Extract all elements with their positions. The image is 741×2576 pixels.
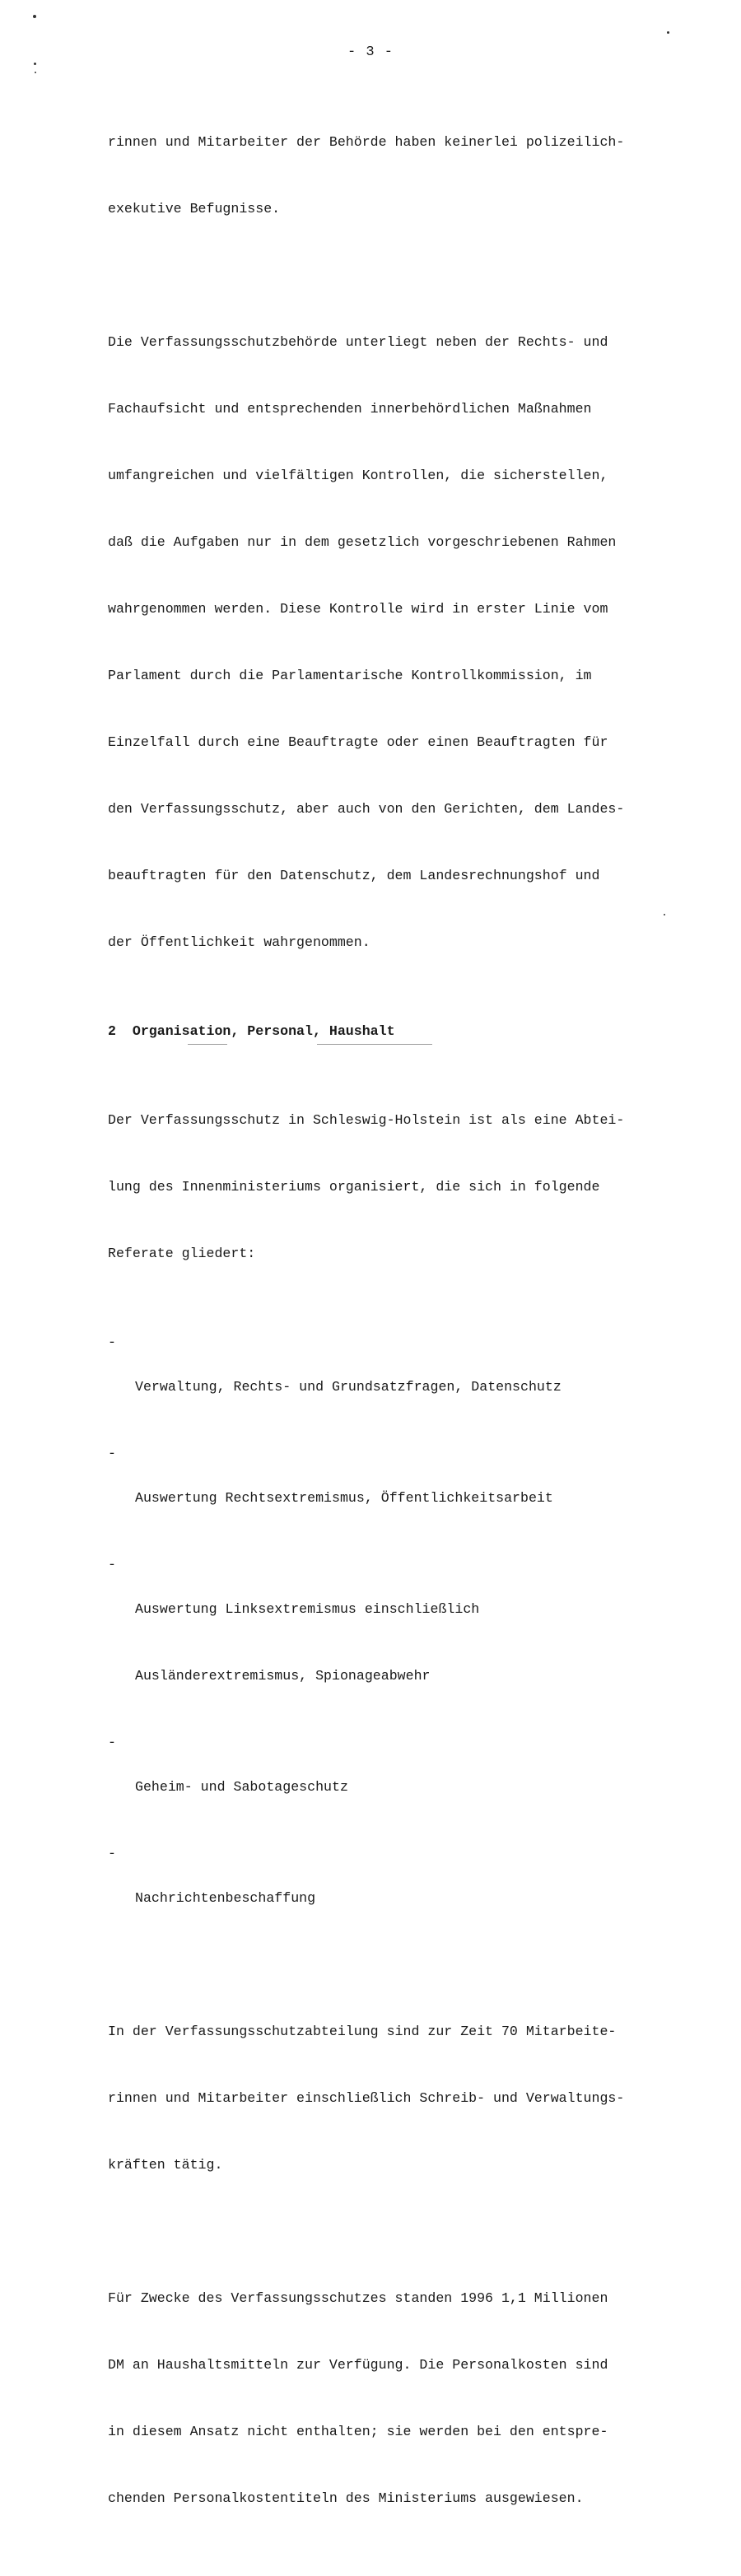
text-line: rinnen und Mitarbeiter der Behörde haben keinerlei polizeilich-	[108, 134, 625, 150]
text-line: kräften tätig.	[108, 2157, 223, 2173]
scan-speck	[667, 31, 669, 34]
text-line: lung des Innenministeriums organisiert, die sich in folgende	[108, 1179, 600, 1195]
text-line: rinnen und Mitarbeiter einschließlich Schreib- und Verwaltungs-	[108, 2090, 625, 2106]
text-line: Fachaufsicht und entsprechenden innerbehördlichen Maßnahmen	[108, 401, 592, 417]
document-body	[108, 86, 701, 2576]
paragraph-organisation	[108, 1064, 701, 1309]
text-line: Der Verfassungsschutz in Schleswig-Holstein ist als eine Abtei-	[108, 1112, 625, 1128]
text-line: Parlament durch die Parlamentarische Kontrollkommission, im	[108, 668, 592, 683]
scan-speck	[33, 15, 36, 18]
paragraph-staff	[108, 1976, 701, 2220]
list-item	[108, 1331, 701, 1442]
text-line: exekutive Befugnisse.	[108, 201, 281, 217]
text-line: daß die Aufgaben nur in dem gesetzlich vorgeschriebenen Rahmen	[108, 534, 617, 550]
list-item-text	[135, 1331, 562, 1442]
scan-speck	[35, 72, 36, 73]
text-line: Referate gliedert:	[108, 1246, 256, 1261]
list-item	[108, 1554, 701, 1731]
list-item-text	[135, 1554, 479, 1731]
paragraph-oversight	[108, 286, 701, 998]
scan-line	[188, 1044, 227, 1045]
text-line: der Öffentlichkeit wahrgenommen.	[108, 934, 370, 950]
text-line: in diesem Ansatz nicht enthalten; sie werden bei den entspre-	[108, 2424, 608, 2439]
paragraph-intro	[108, 86, 701, 264]
scan-speck	[34, 63, 36, 65]
list-item-text	[135, 1842, 315, 1954]
list-marker: -	[108, 1446, 116, 1461]
text-line: umfangreichen und vielfältigen Kontrollen, die sicherstellen,	[108, 468, 608, 483]
text-line: den Verfassungsschutz, aber auch von den Gerichten, dem Landes-	[108, 801, 625, 817]
list-marker: -	[108, 1557, 116, 1572]
text-line: DM an Haushaltsmitteln zur Verfügung. Die Personalkosten sind	[108, 2357, 608, 2373]
text-line: Auswertung Linksextremismus einschließlich	[135, 1601, 480, 1617]
list-item-text	[135, 1442, 553, 1554]
list-item-text	[135, 1731, 348, 1842]
text-line: Nachrichtenbeschaffung	[135, 1890, 316, 1906]
page-number: - 3 -	[347, 44, 394, 60]
list-marker: -	[108, 1846, 116, 1861]
text-line: Ausländerextremismus, Spionageabwehr	[135, 1668, 431, 1684]
text-line: In der Verfassungsschutzabteilung sind zur Zeit 70 Mitarbeite-	[108, 2024, 617, 2039]
text-line: Geheim- und Sabotageschutz	[135, 1779, 348, 1795]
text-line: Für Zwecke des Verfassungsschutzes standen 1996 1,1 Millionen	[108, 2290, 608, 2306]
text-line: Einzelfall durch eine Beauftragte oder einen Beauftragten für	[108, 734, 608, 750]
paragraph-budget	[108, 2243, 701, 2554]
scan-speck	[664, 914, 665, 915]
list-marker: -	[108, 1335, 116, 1350]
list-item	[108, 1731, 701, 1842]
text-line: beauftragten für den Datenschutz, dem Landesrechnungshof und	[108, 868, 600, 883]
list-item	[108, 1442, 701, 1554]
list-marker: -	[108, 1735, 116, 1750]
section-heading: 2 Organisation, Personal, Haushalt	[108, 1023, 395, 1039]
text-line: Verwaltung, Rechts- und Grundsatzfragen, Datenschutz	[135, 1379, 562, 1395]
department-list	[108, 1331, 701, 1954]
list-item	[108, 1842, 701, 1954]
text-line: wahrgenommen werden. Diese Kontrolle wird in erster Linie vom	[108, 601, 608, 617]
scan-line	[317, 1044, 432, 1045]
text-line: Auswertung Rechtsextremismus, Öffentlichkeitsarbeit	[135, 1490, 553, 1506]
text-line: chenden Personalkostentiteln des Ministeriums ausgewiesen.	[108, 2490, 584, 2506]
text-line: Die Verfassungsschutzbehörde unterliegt neben der Rechts- und	[108, 334, 608, 350]
